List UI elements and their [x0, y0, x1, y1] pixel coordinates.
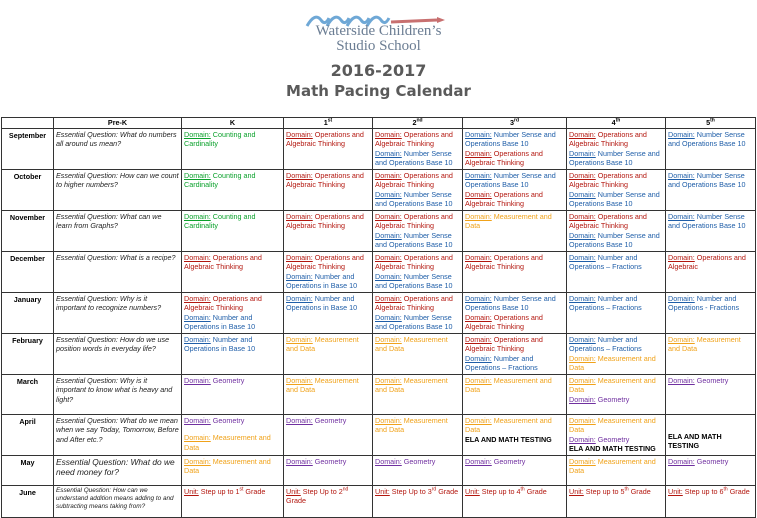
- essential-question: Essential Question: Why is it important to recognize numbers?: [54, 292, 182, 333]
- col-header-1st: 1st: [284, 118, 373, 129]
- month-label: June: [2, 485, 54, 517]
- cell-k: Domain: Counting and Cardinality: [182, 210, 284, 251]
- essential-question: Essential Question: How can we count to higher numbers?: [54, 169, 182, 210]
- row-september: [2, 128, 756, 169]
- cell-3rd: Domain: Operations and Algebraic Thinking Domain: Number and Operations – Fractions: [463, 333, 567, 374]
- corner-cell: [2, 118, 54, 129]
- row-november: [2, 210, 756, 251]
- cell-1st: Domain: Operations and Algebraic Thinking: [284, 128, 373, 169]
- month-label: April: [2, 414, 54, 455]
- cell-3rd: Domain: Measurement and Data ELA AND MATH TESTING: [463, 414, 567, 455]
- cell-2nd: Domain: Geometry: [373, 455, 463, 485]
- month-label: May: [2, 455, 54, 485]
- school-name: Waterside Children’s Studio School: [315, 23, 442, 54]
- row-june: [2, 485, 756, 517]
- testing-note: ELA AND MATH TESTING: [465, 434, 552, 444]
- cell-5th: Domain: Geometry: [666, 455, 756, 485]
- header-row: [2, 118, 756, 129]
- essential-question: Essential Question: Why is it important to know what is heavy and light?: [54, 374, 182, 414]
- cell-k: Domain: Operations and Algebraic Thinking: [182, 251, 284, 292]
- cell-5th: Unit: Step up to 6th Grade: [666, 485, 756, 517]
- essential-question: Essential Question: What do we need money for?: [54, 455, 182, 485]
- essential-question: Essential Question: What do numbers all around us mean?: [54, 128, 182, 169]
- cell-4th: Domain: Operations and Algebraic Thinking Domain: Number Sense and Operations Base 10: [567, 128, 666, 169]
- school-year: 2016-2017: [330, 61, 427, 80]
- cell-2nd: Domain: Operations and Algebraic Thinking Domain: Number Sense and Operations Base 10: [373, 128, 463, 169]
- month-label: March: [2, 374, 54, 414]
- cell-5th: Domain: Measurement and Data: [666, 333, 756, 374]
- cell-2nd: Domain: Measurement and Data: [373, 374, 463, 414]
- col-header-prek: Pre-K: [54, 118, 182, 129]
- month-label: December: [2, 251, 54, 292]
- cell-5th: [666, 414, 756, 455]
- col-header-4th: 4th: [567, 118, 666, 129]
- cell-k: Domain: Counting and Cardinality: [182, 128, 284, 169]
- cell-1st: Domain: Operations and Algebraic Thinking: [284, 210, 373, 251]
- cell-4th: Domain: Measurement and Data Domain: Geometry ELA AND MATH TESTING: [567, 414, 666, 455]
- page-header: [0, 0, 757, 110]
- cell-1st: Domain: Measurement and Data: [284, 374, 373, 414]
- cell-5th: Domain: Operations and Algebraic: [666, 251, 756, 292]
- row-may: [2, 455, 756, 485]
- row-january: [2, 292, 756, 333]
- cell-4th: Domain: Measurement and Data: [567, 455, 666, 485]
- month-label: February: [2, 333, 54, 374]
- cell-2nd: Domain: Operations and Algebraic Thinking Domain: Number Sense and Operations Base 10: [373, 251, 463, 292]
- essential-question: Essential Question: What can we learn from Graphs?: [54, 210, 182, 251]
- cell-k: Domain: Number and Operations in Base 10: [182, 333, 284, 374]
- cell-3rd: Domain: Number Sense and Operations Base 10 Domain: Operations and Algebraic Thinking: [463, 169, 567, 210]
- cell-3rd: Domain: Measurement and Data: [463, 210, 567, 251]
- essential-question: Essential Question: What do we mean when we say Today, Tomorrow, Before and After etc.?: [54, 414, 182, 455]
- cell-3rd: Domain: Operations and Algebraic Thinking: [463, 251, 567, 292]
- cell-4th: Domain: Operations and Algebraic Thinking Domain: Number Sense and Operations Base 10: [567, 169, 666, 210]
- month-label: October: [2, 169, 54, 210]
- testing-note: ELA AND MATH TESTING: [569, 444, 656, 453]
- cell-1st: Unit: Step Up to 2nd Grade: [284, 485, 373, 517]
- cell-2nd: Domain: Measurement and Data: [373, 414, 463, 455]
- month-label: November: [2, 210, 54, 251]
- col-header-2nd: 2nd: [373, 118, 463, 129]
- cell-5th: Domain: Number Sense and Operations Base 10: [666, 128, 756, 169]
- row-december: [2, 251, 756, 292]
- cell-1st: Domain: Geometry: [284, 455, 373, 485]
- cell-5th: Domain: Number Sense and Operations Base 10: [666, 210, 756, 251]
- essential-question: Essential Question: How can we understand addition means adding to and subtracting means taking from?: [54, 485, 182, 517]
- essential-question: Essential Question: What is a recipe?: [54, 251, 182, 292]
- row-march: [2, 374, 756, 414]
- cell-1st: Domain: Operations and Algebraic Thinking: [284, 169, 373, 210]
- cell-4th: Domain: Measurement and Data Domain: Geometry: [567, 374, 666, 414]
- cell-4th: Domain: Number and Operations – Fractions: [567, 292, 666, 333]
- cell-k: Domain: Measurement and Data: [182, 455, 284, 485]
- cell-3rd: Domain: Measurement and Data: [463, 374, 567, 414]
- testing-note: ELA AND MATH TESTING: [668, 431, 722, 450]
- row-april: [2, 414, 756, 455]
- cell-5th: Domain: Number and Operations - Fractions: [666, 292, 756, 333]
- month-label: September: [2, 128, 54, 169]
- cell-2nd: Domain: Measurement and Data: [373, 333, 463, 374]
- cell-5th: Domain: Number Sense and Operations Base 10: [666, 169, 756, 210]
- cell-2nd: Domain: Operations and Algebraic Thinking Domain: Number Sense and Operations Base 10: [373, 210, 463, 251]
- col-header-k: K: [182, 118, 284, 129]
- cell-4th: Domain: Number and Operations – Fractions: [567, 251, 666, 292]
- col-header-3rd: 3rd: [463, 118, 567, 129]
- cell-3rd: Domain: Number Sense and Operations Base 10 Domain: Operations and Algebraic Thinking: [463, 128, 567, 169]
- cell-1st: Domain: Number and Operations in Base 10: [284, 292, 373, 333]
- cell-2nd: Domain: Operations and Algebraic Thinking Domain: Number Sense and Operations Base 10: [373, 292, 463, 333]
- row-february: [2, 333, 756, 374]
- cell-k: Unit: Step up to 1st Grade: [182, 485, 284, 517]
- essential-question: Essential Question: How do we use position words in everyday life?: [54, 333, 182, 374]
- cell-4th: Domain: Operations and Algebraic Thinking Domain: Number Sense and Operations Base 10: [567, 210, 666, 251]
- cell-k: Domain: Counting and Cardinality: [182, 169, 284, 210]
- cell-1st: Domain: Measurement and Data: [284, 333, 373, 374]
- cell-3rd: Domain: Number Sense and Operations Base 10 Domain: Operations and Algebraic Thinking: [463, 292, 567, 333]
- col-header-5th: 5th: [666, 118, 756, 129]
- month-label: January: [2, 292, 54, 333]
- cell-k: Domain: Geometry Domain: Measurement and Data: [182, 414, 284, 455]
- cell-1st: Domain: Operations and Algebraic Thinking Domain: Number and Operations in Base 10: [284, 251, 373, 292]
- cell-k: Domain: Operations and Algebraic Thinking Domain: Number and Operations in Base 10: [182, 292, 284, 333]
- cell-k: Domain: Geometry: [182, 374, 284, 414]
- row-october: [2, 169, 756, 210]
- cell-4th: Unit: Step up to 5th Grade: [567, 485, 666, 517]
- cell-1st: Domain: Geometry: [284, 414, 373, 455]
- page-title: Math Pacing Calendar: [286, 82, 471, 100]
- cell-2nd: Domain: Operations and Algebraic Thinking Domain: Number Sense and Operations Base 10: [373, 169, 463, 210]
- cell-3rd: Domain: Geometry: [463, 455, 567, 485]
- cell-3rd: Unit: Step up to 4th Grade: [463, 485, 567, 517]
- cell-2nd: Unit: Step Up to 3rd Grade: [373, 485, 463, 517]
- cell-5th: Domain: Geometry: [666, 374, 756, 414]
- pacing-calendar-table: [1, 117, 756, 518]
- cell-4th: Domain: Number and Operations – Fractions Domain: Measurement and Data: [567, 333, 666, 374]
